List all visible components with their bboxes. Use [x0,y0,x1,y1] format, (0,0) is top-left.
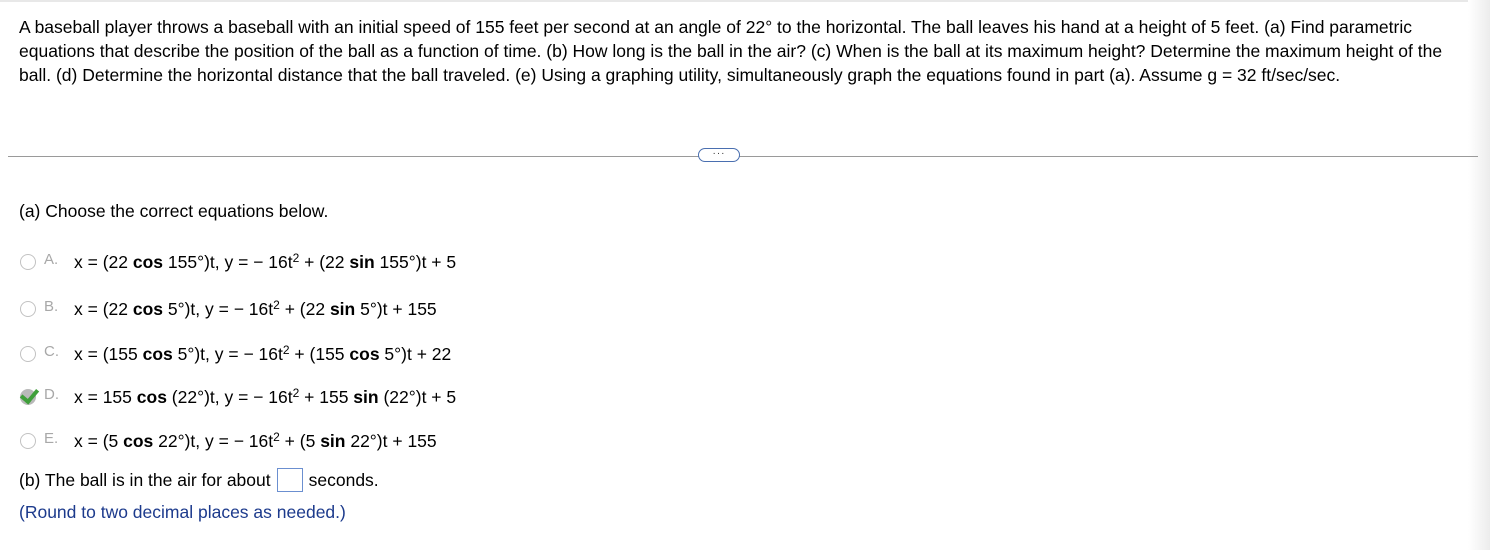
option-a[interactable] [20,250,456,274]
checkmark-icon [20,384,39,404]
radio-option-c[interactable] [20,346,36,362]
option-letter: E. [44,429,59,447]
option-b[interactable] [20,297,437,321]
radio-option-a[interactable] [20,254,36,270]
part-b [19,468,379,492]
option-c[interactable] [20,342,451,366]
radio-option-d[interactable] [20,389,36,405]
scrollbar-track[interactable] [1468,0,1490,550]
option-d[interactable] [20,385,456,409]
option-equation: x = (5 cos 22°)t, y = − $16t^2 + (5$ sin 22°)t + 155 [74,429,437,451]
part-b-suffix: seconds. [308,470,379,490]
option-equation: x = (22 cos 155°)t, y = − $16t^2 + (22$ sin 155°)t + 5 [74,250,457,272]
option-letter: B. [44,297,59,315]
top-border [0,0,1490,2]
section-divider [8,156,1478,157]
radio-option-b[interactable] [20,301,36,317]
part-b-prefix: (b) The ball is in the air for about [19,470,271,490]
option-equation: x = (155 cos 5°)t, y = − $16t^2 + (155$ cos 5°)t + 22 [74,342,452,364]
radio-option-e[interactable] [20,433,36,449]
show-more-button[interactable] [698,148,740,162]
part-a-prompt: (a) Choose the correct equations below. [19,201,329,221]
option-letter: A. [44,250,59,268]
ellipsis-icon: ··· [712,147,726,159]
option-letter: D. [44,385,59,403]
rounding-hint: (Round to two decimal places as needed.) [19,502,346,522]
answer-input[interactable] [277,468,303,492]
question-text: A baseball player throws a baseball with an initial speed of 155 feet per second at an angle of 22° to the horizontal. The ball leaves his hand at a height of 5 feet. (a) Find parametric equations that describe the position of the ball as a function of time. (b) How long is the ball in the air? (c) When is the ball at its maximum height? Determine the maximum height of the ball. (d) Determine the horizontal distance that the ball traveled. (e) Using a graphing utility, simultaneously graph the equations found in part (a). Assume g = 32 ft/sec/sec. [19,17,1443,85]
option-e[interactable] [20,429,437,453]
option-equation: x = (22 cos 5°)t, y = − $16t^2 + (22$ sin 5°)t + 155 [74,297,437,319]
option-letter: C. [44,342,59,360]
option-equation: x = 155 cos (22°)t, y = − $16t^2 + 155$ sin (22°)t + 5 [74,385,457,407]
